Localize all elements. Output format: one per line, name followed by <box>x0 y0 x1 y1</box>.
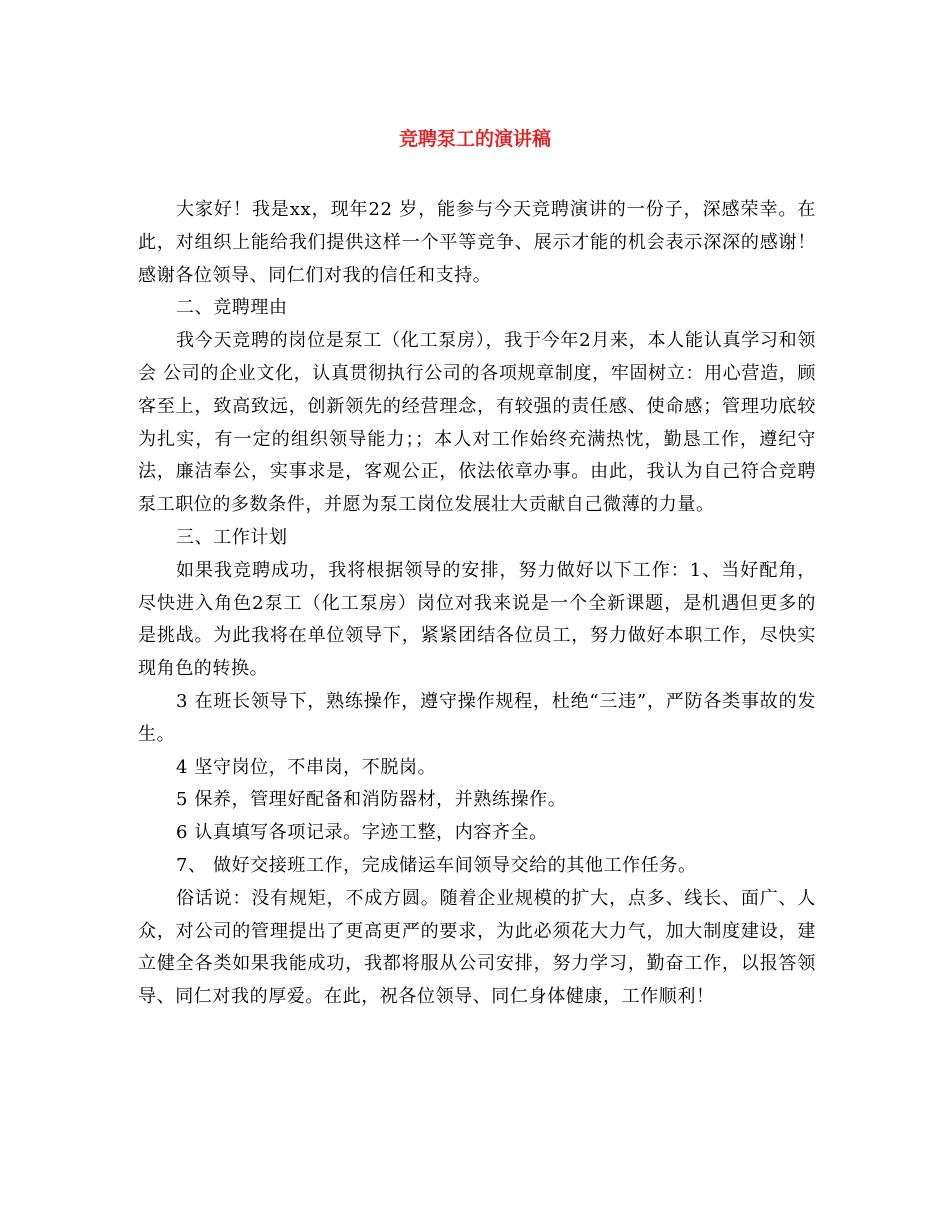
paragraph-greeting: 大家好！我是xx，现年22 岁，能参与今天竞聘演讲的一份子，深感荣幸。在此，对组织上能给我们提供这样一个平等竞争、展示才能的机会表示深深的感谢！感谢各位领导、同仁们对我的信任和支持。 <box>138 199 816 286</box>
paragraph-item-4: 4 坚守岗位，不串岗，不脱岗。 <box>176 756 437 778</box>
section-heading-work-plan: 三、工作计划 <box>176 526 288 548</box>
section-heading-reasons: 二、竞聘理由 <box>176 297 288 319</box>
document-title: 竞聘泵工的演讲稿 <box>398 128 551 150</box>
paragraph-closing: 俗话说：没有规矩，不成方圆。随着企业规模的扩大，点多、线长、面广、人众，对公司的管理提出了更高更严的要求，为此必须花大力气，加大制度建设，建立健全各类如果我能成功，我都将服从公司安排，努力学习，勤奋工作，以报答领导、同仁对我的厚爱。在此，祝各位领导、同仁身体健康，工作顺利！ <box>138 887 816 1008</box>
paragraph-item-7: 7、 做好交接班工作，完成储运车间领导交给的其他工作任务。 <box>176 854 697 876</box>
paragraph-work-plan: 如果我竞聘成功，我将根据领导的安排，努力做好以下工作：1、当好配角，尽快进入角色2泵工（化工泵房）岗位对我来说是一个全新课题，是机遇但更多的是挑战。为此我将在单位领导下，紧紧团结各位员工，努力做好本职工作，尽快实现角色的转换。 <box>138 559 816 680</box>
paragraph-item-6: 6 认真填写各项记录。字迹工整，内容齐全。 <box>176 822 548 844</box>
paragraph-reasons: 我今天竞聘的岗位是泵工（化工泵房），我于今年2月来，本人能认真学习和领会 公司的企业文化，认真贯彻执行公司的各项规章制度，牢固树立：用心营造，顾客至上，致高致远，创新领先的经营理念，有较强的责任感、使命感；管理功底较为扎实，有一定的组织领导能力；；本人对工作始终充满热忱，勤恳工作，遵纪守法，廉洁奉公，实事求是，客观公正，依法依章办事。由此，我认为自己符合竞聘泵工职位的多数条件，并愿为泵工岗位发展壮大贡献自己微薄的力量。 <box>138 330 816 516</box>
document-body <box>138 194 816 1014</box>
paragraph-item-5: 5 保养，管理好配备和消防器材，并熟练操作。 <box>176 789 567 811</box>
paragraph-item-3: 3 在班长领导下，熟练操作，遵守操作规程，杜绝“三违”，严防各类事故的发生。 <box>138 690 816 745</box>
